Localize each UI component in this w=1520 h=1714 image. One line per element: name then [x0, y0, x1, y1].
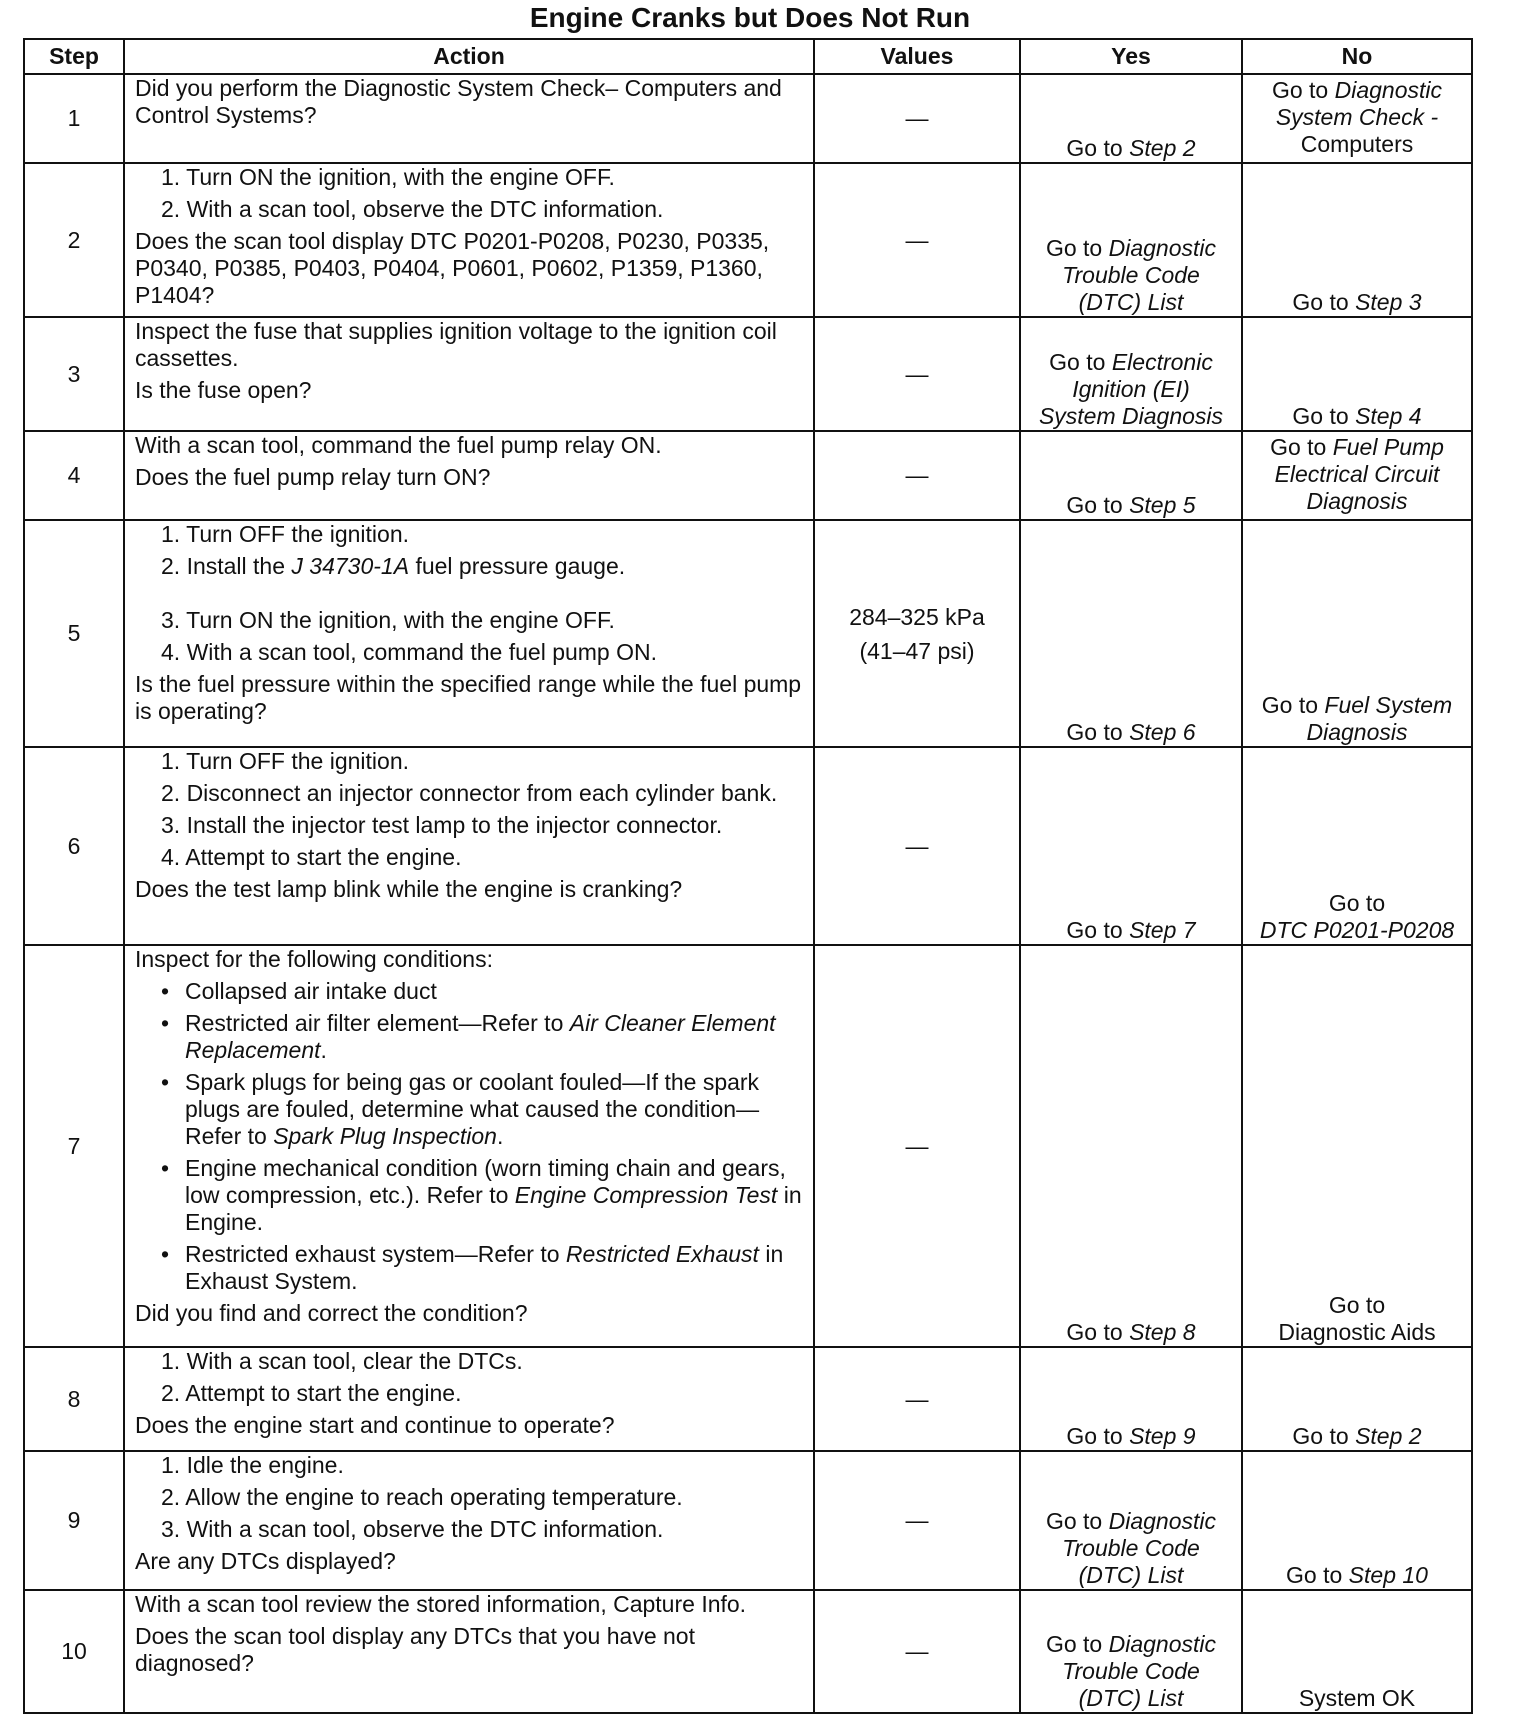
- value-kpa: 284–325 kPa: [849, 603, 985, 630]
- reference-link[interactable]: Air Cleaner Element Replacement: [185, 1010, 776, 1063]
- table-row: [24, 1590, 1472, 1713]
- action-cell: [124, 163, 814, 317]
- yes-prefix: Go to: [1066, 1319, 1130, 1345]
- action-cell: [124, 1451, 814, 1590]
- no-result: System OK: [1298, 1685, 1416, 1711]
- action-item: 1. Turn OFF the ignition.: [161, 748, 410, 774]
- yes-cell: [1020, 431, 1242, 520]
- action-cell: [124, 747, 814, 945]
- yes-cell: [1020, 1451, 1242, 1590]
- yes-prefix: Go to: [1045, 235, 1109, 261]
- value-cell: —: [814, 163, 1020, 317]
- no-prefix: Go to: [1286, 1562, 1349, 1588]
- value-cell: —: [814, 1590, 1020, 1713]
- no-prefix: Go to: [1292, 1423, 1356, 1449]
- no-prefix: Go to: [1261, 692, 1325, 718]
- yes-link[interactable]: Step 6: [1129, 719, 1196, 745]
- no-prefix: Go to: [1271, 77, 1335, 103]
- action-text: With a scan tool review the stored information, Capture Info.: [135, 1591, 747, 1617]
- action-item: 2. With a scan tool, observe the DTC information.: [161, 196, 664, 222]
- condition-bullet: • Restricted exhaust system—Refer to Restricted Exhaust in Exhaust System.: [135, 1241, 803, 1295]
- value-cell: —: [814, 945, 1020, 1347]
- table-row: [24, 163, 1472, 317]
- action-item: 1. With a scan tool, clear the DTCs.: [161, 1348, 523, 1374]
- step-number: 1: [24, 74, 124, 163]
- value-cell: [814, 520, 1020, 747]
- yes-link[interactable]: Step 2: [1129, 135, 1196, 161]
- action-item: 2. Allow the engine to reach operating temperature.: [161, 1484, 683, 1510]
- action-question: Does the engine start and continue to operate?: [135, 1412, 615, 1438]
- no-cell: [1242, 1451, 1472, 1590]
- value-cell: —: [814, 1451, 1020, 1590]
- header-values: Values: [814, 39, 1020, 74]
- reference-link[interactable]: Restricted Exhaust: [565, 1241, 759, 1267]
- action-cell: [124, 520, 814, 747]
- diagnostic-table: [23, 38, 1473, 1714]
- action-item: 4. With a scan tool, command the fuel pump ON.: [161, 639, 658, 665]
- action-cell: [124, 74, 814, 163]
- value-cell: —: [814, 317, 1020, 431]
- action-text: With a scan tool, command the fuel pump relay ON.: [135, 432, 662, 458]
- action-cell: [124, 945, 814, 1347]
- table-row: [24, 1347, 1472, 1451]
- yes-cell: [1020, 317, 1242, 431]
- action-question: Does the test lamp blink while the engine is cranking?: [135, 876, 683, 902]
- action-cell: [124, 1347, 814, 1451]
- no-link[interactable]: Fuel System Diagnosis: [1306, 692, 1453, 745]
- condition-bullet: • Collapsed air intake duct: [135, 978, 803, 1005]
- condition-bullet: • Engine mechanical condition (worn timing chain and gears, low compression, etc.). Refer to Engine Compression Test in Engine.: [135, 1155, 803, 1236]
- table-row: [24, 747, 1472, 945]
- table-row: [24, 74, 1472, 163]
- action-item: 4. Attempt to start the engine.: [161, 844, 462, 870]
- no-link[interactable]: Step 10: [1348, 1562, 1428, 1588]
- yes-link[interactable]: Diagnostic Trouble Code (DTC) List: [1062, 1508, 1217, 1588]
- action-cell: [124, 1590, 814, 1713]
- table-row: [24, 317, 1472, 431]
- condition-bullet: • Spark plugs for being gas or coolant fouled—If the spark plugs are fouled, determine what caused the condition—Refer to Spark Plug Inspection.: [135, 1069, 803, 1150]
- no-link[interactable]: DTC P0201-P0208: [1259, 917, 1455, 943]
- action-item: 2. Install the J 34730-1A fuel pressure gauge.: [161, 553, 626, 579]
- yes-link[interactable]: Step 8: [1129, 1319, 1196, 1345]
- no-prefix: Go to: [1328, 890, 1386, 916]
- action-question: Does the scan tool display DTC P0201-P0208, P0230, P0335, P0340, P0385, P0403, P0404, P0601, P0602, P1359, P1360, P1404?: [135, 228, 770, 308]
- yes-link[interactable]: Step 7: [1129, 917, 1196, 943]
- no-prefix: Go to: [1292, 403, 1356, 429]
- action-question: Is the fuse open?: [135, 377, 312, 403]
- header-yes: Yes: [1020, 39, 1242, 74]
- action-item: 1. Turn ON the ignition, with the engine OFF.: [161, 164, 615, 190]
- yes-link[interactable]: Diagnostic Trouble Code (DTC) List: [1062, 1631, 1217, 1711]
- step-number: 7: [24, 945, 124, 1347]
- action-text: Did you perform the Diagnostic System Check– Computers and Control Systems?: [135, 75, 782, 128]
- no-prefix: Go to: [1270, 434, 1333, 460]
- page-title: Engine Cranks but Does Not Run: [529, 2, 971, 33]
- no-cell: [1242, 1590, 1472, 1713]
- action-item: 2. Attempt to start the engine.: [161, 1380, 462, 1406]
- no-cell: [1242, 163, 1472, 317]
- no-cell: [1242, 431, 1472, 520]
- action-cell: [124, 431, 814, 520]
- yes-prefix: Go to: [1066, 719, 1130, 745]
- step-number: 4: [24, 431, 124, 520]
- yes-prefix: Go to: [1045, 1631, 1109, 1657]
- yes-prefix: Go to: [1066, 135, 1130, 161]
- yes-link[interactable]: Diagnostic Trouble Code (DTC) List: [1062, 235, 1217, 315]
- yes-prefix: Go to: [1066, 1423, 1130, 1449]
- header-no: No: [1242, 39, 1472, 74]
- action-question: Does the fuel pump relay turn ON?: [135, 464, 491, 490]
- table-row: [24, 520, 1472, 747]
- action-cell: [124, 317, 814, 431]
- no-prefix: Go to: [1328, 1292, 1386, 1318]
- yes-prefix: Go to: [1045, 1508, 1109, 1534]
- action-question: Are any DTCs displayed?: [135, 1548, 396, 1574]
- table-row: [24, 945, 1472, 1347]
- no-cell: [1242, 317, 1472, 431]
- step-number: 6: [24, 747, 124, 945]
- yes-cell: [1020, 74, 1242, 163]
- action-question: Does the scan tool display any DTCs that you have not diagnosed?: [135, 1623, 695, 1676]
- step-number: 5: [24, 520, 124, 747]
- action-text: Inspect the fuse that supplies ignition voltage to the ignition coil cassettes.: [135, 318, 777, 371]
- no-link[interactable]: Diagnostic Aids: [1278, 1319, 1436, 1345]
- step-number: 2: [24, 163, 124, 317]
- no-cell: [1242, 74, 1472, 163]
- action-item: 3. Turn ON the ignition, with the engine OFF.: [161, 607, 615, 633]
- value-cell: —: [814, 747, 1020, 945]
- no-cell: [1242, 945, 1472, 1347]
- no-prefix: Go to: [1292, 289, 1356, 315]
- header-step: Step: [24, 39, 124, 74]
- action-item: 2. Disconnect an injector connector from each cylinder bank.: [161, 780, 778, 806]
- table-row: [24, 431, 1472, 520]
- no-link[interactable]: Step 3: [1355, 289, 1422, 315]
- no-link[interactable]: Fuel Pump Electrical Circuit Diagnosis: [1274, 434, 1444, 514]
- yes-link[interactable]: Step 9: [1129, 1423, 1196, 1449]
- table-row: [24, 1451, 1472, 1590]
- reference-link[interactable]: Spark Plug Inspection: [273, 1123, 497, 1149]
- reference-link[interactable]: Engine Compression Test: [514, 1182, 778, 1208]
- no-suffix: Computers: [1300, 131, 1414, 157]
- step-number: 8: [24, 1347, 124, 1451]
- value-cell: —: [814, 431, 1020, 520]
- value-cell: —: [814, 74, 1020, 163]
- yes-cell: [1020, 520, 1242, 747]
- yes-cell: [1020, 945, 1242, 1347]
- action-intro: Inspect for the following conditions:: [135, 946, 493, 972]
- yes-link[interactable]: Step 5: [1129, 492, 1196, 518]
- no-cell: [1242, 747, 1472, 945]
- action-item: 1. Idle the engine.: [161, 1452, 344, 1478]
- action-question: Is the fuel pressure within the specified range while the fuel pump is operating?: [135, 671, 802, 724]
- yes-prefix: Go to: [1066, 492, 1130, 518]
- step-number: 10: [24, 1590, 124, 1713]
- yes-cell: [1020, 163, 1242, 317]
- table-header-row: [24, 39, 1472, 74]
- step-number: 9: [24, 1451, 124, 1590]
- no-cell: [1242, 520, 1472, 747]
- action-question: Did you find and correct the condition?: [135, 1300, 528, 1326]
- yes-prefix: Go to: [1049, 349, 1112, 375]
- yes-cell: [1020, 747, 1242, 945]
- yes-prefix: Go to: [1066, 917, 1130, 943]
- action-item: 3. With a scan tool, observe the DTC information.: [161, 1516, 664, 1542]
- no-link[interactable]: Step 2: [1355, 1423, 1422, 1449]
- no-link[interactable]: Diagnostic System Check -: [1275, 77, 1443, 130]
- no-cell: [1242, 1347, 1472, 1451]
- header-action: Action: [124, 39, 814, 74]
- action-item: 1. Turn OFF the ignition.: [161, 521, 410, 547]
- yes-cell: [1020, 1347, 1242, 1451]
- tool-reference: J 34730-1A: [291, 553, 410, 579]
- step-number: 3: [24, 317, 124, 431]
- value-psi: (41–47 psi): [859, 637, 975, 664]
- action-item: 3. Install the injector test lamp to the injector connector.: [161, 812, 723, 838]
- no-link[interactable]: Step 4: [1355, 403, 1422, 429]
- yes-cell: [1020, 1590, 1242, 1713]
- condition-bullet: • Restricted air filter element—Refer to Air Cleaner Element Replacement.: [135, 1010, 803, 1064]
- value-cell: —: [814, 1347, 1020, 1451]
- yes-link[interactable]: Electronic Ignition (EI) System Diagnosis: [1038, 349, 1224, 429]
